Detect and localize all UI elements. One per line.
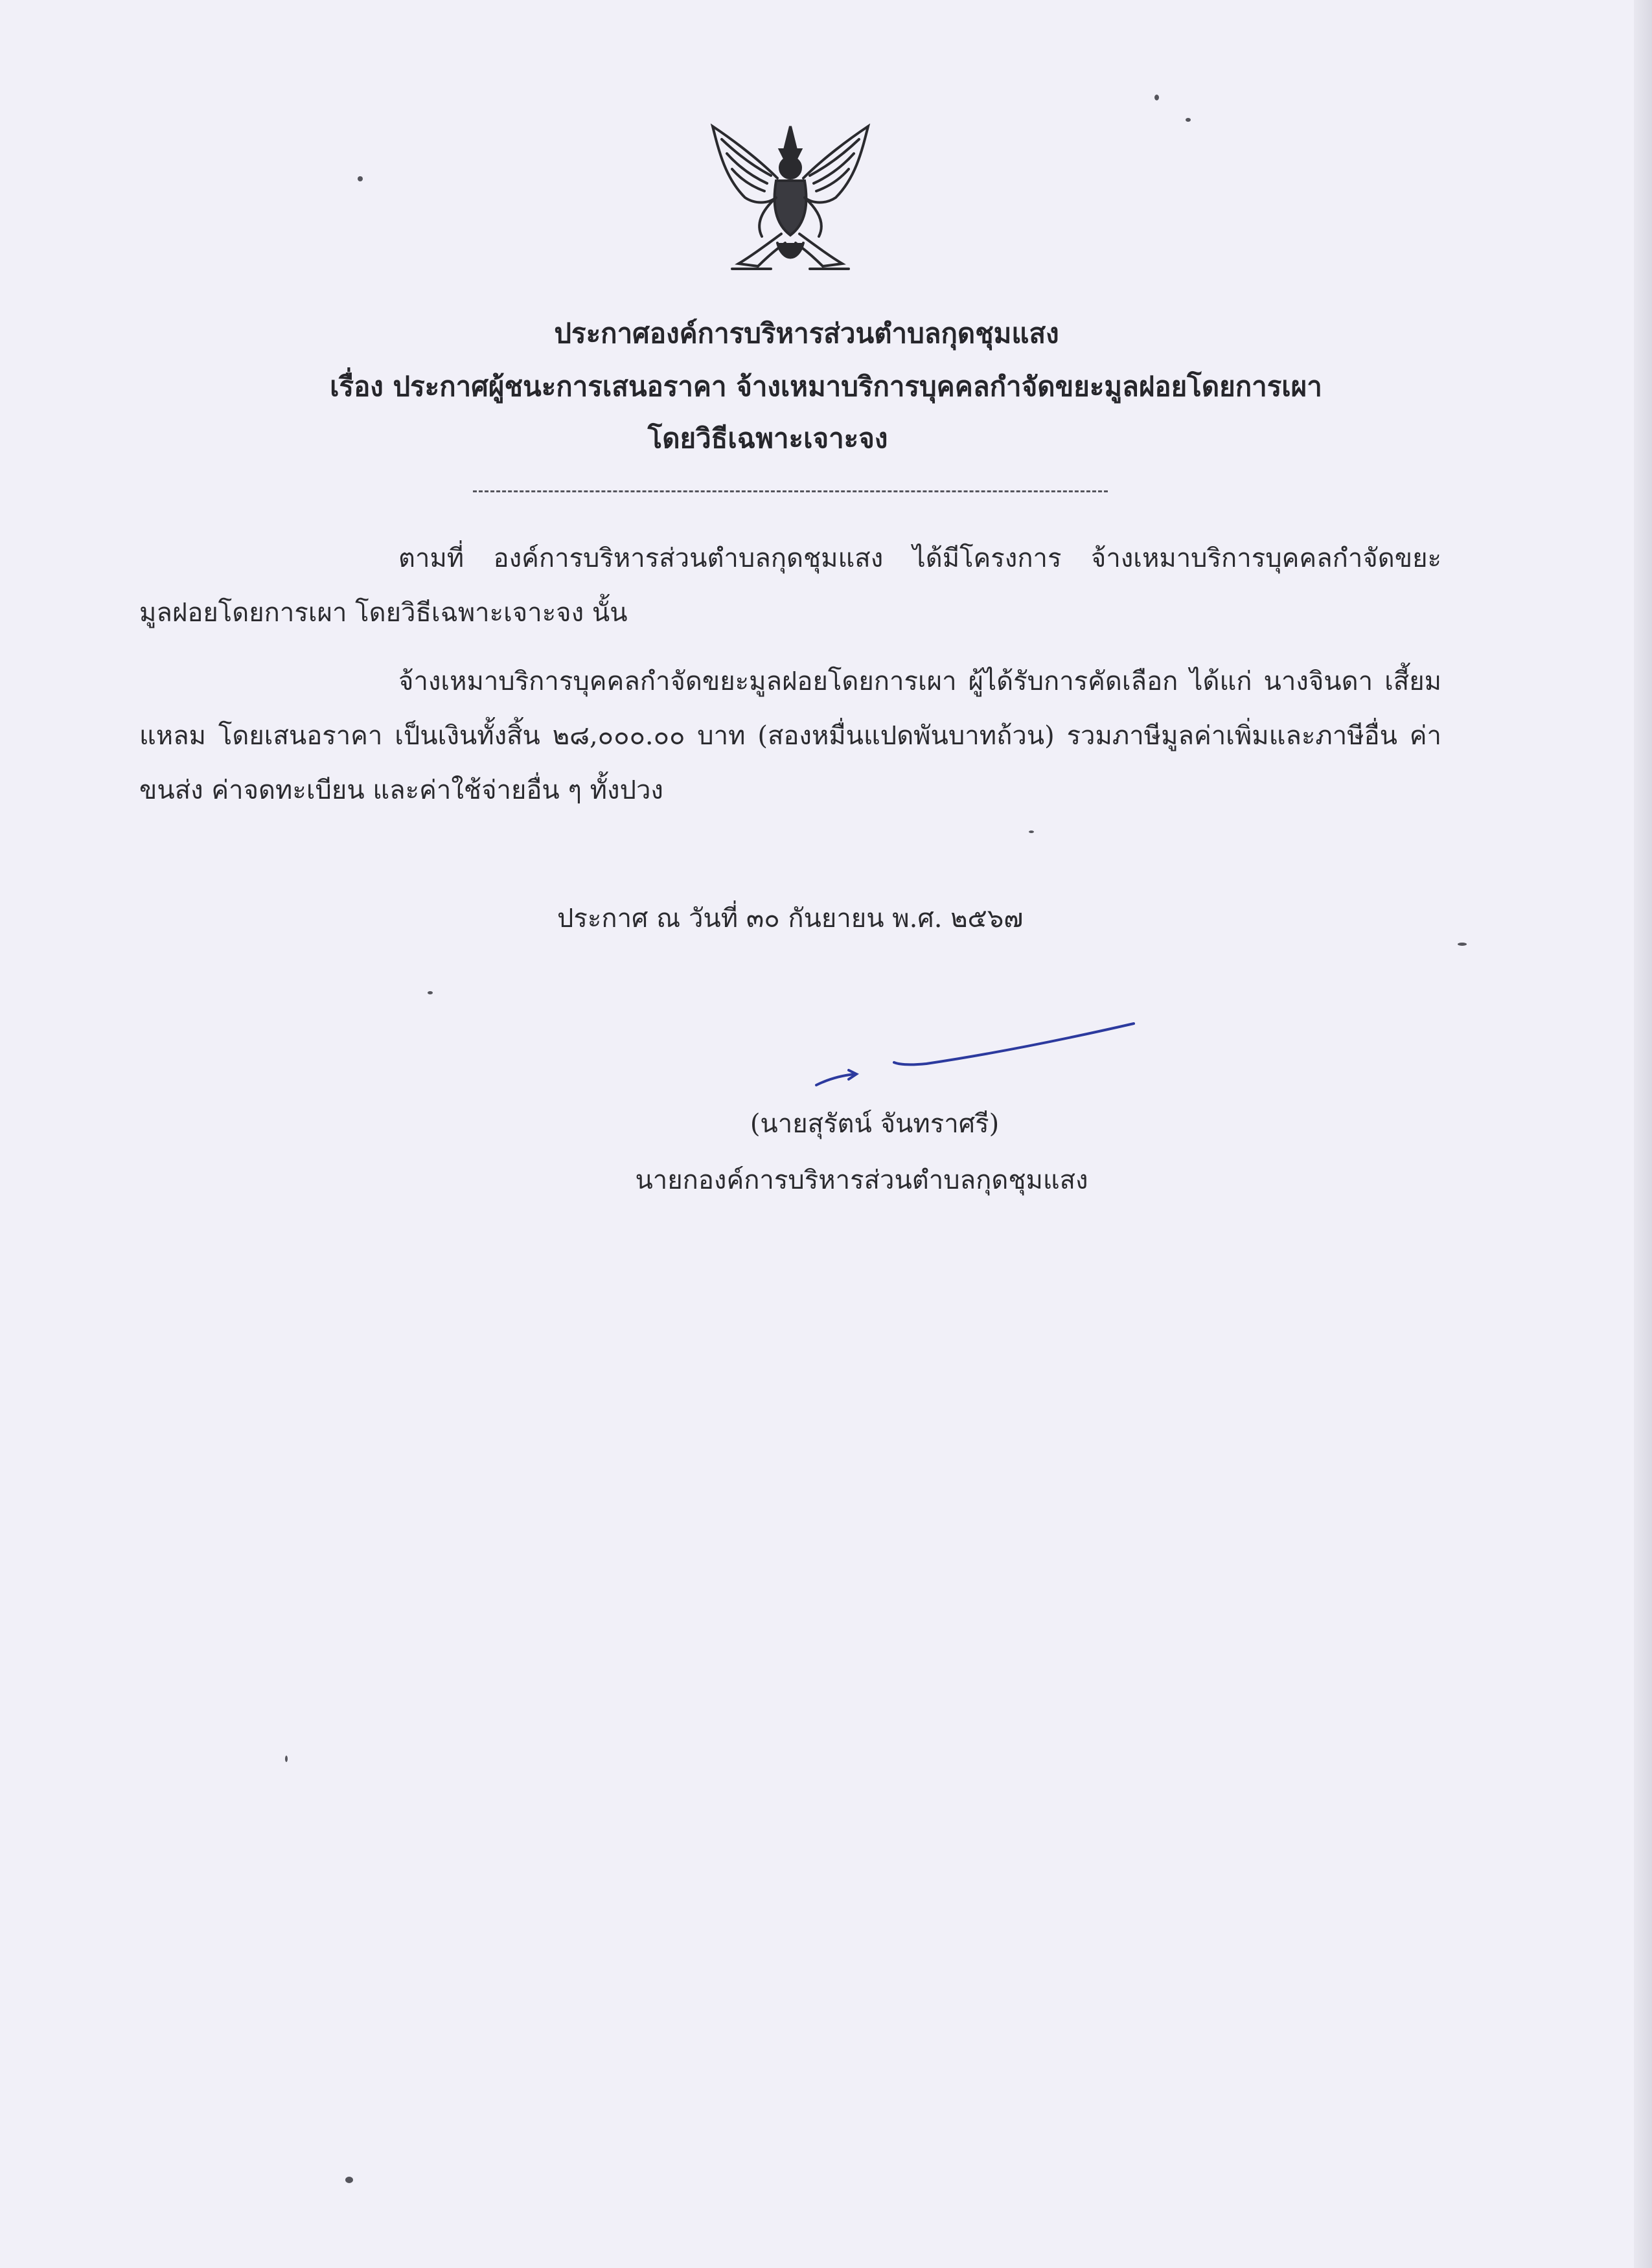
scan-speck: [1186, 118, 1191, 122]
paragraph-project: ตามที่ องค์การบริหารส่วนตำบลกุดชุมแสง ได้มีโครงการ จ้างเหมาบริการบุคคลกำจัดขยะมูลฝอยโดยการเผา โดยวิธีเฉพาะเจาะจง นั้น: [139, 544, 1441, 628]
scan-speck: [285, 1756, 288, 1762]
dashed-divider: [473, 490, 1108, 492]
scan-speck: [428, 991, 433, 994]
heading-subject: เรื่อง ประกาศผู้ชนะการเสนอราคา จ้างเหมาบริการบุคคลกำจัดขยะมูลฝอยโดยการเผา: [330, 371, 1322, 402]
scan-speck: [358, 176, 363, 181]
heading-method: โดยวิธีเฉพาะเจาะจง: [647, 422, 888, 454]
heading-announcement-title: ประกาศองค์การบริหารส่วนตำบลกุดชุมแสง: [554, 317, 1059, 349]
announcement-date: ประกาศ ณ วันที่ ๓๐ กันยายน พ.ศ. ๒๕๖๗: [557, 904, 1024, 934]
scan-speck: [345, 2177, 353, 2183]
scan-speck: [1458, 943, 1467, 946]
paragraph-winner: จ้างเหมาบริการบุคคลกำจัดขยะมูลฝอยโดยการเผา ผู้ได้รับการคัดเลือก ได้แก่ นางจินดา เสี้ยมแหลม โดยเสนอราคา เป็นเงินทั้งสิ้น ๒๘,๐๐๐.๐๐ บาท (สองหมื่นแปดพันบาทถ้วน) รวมภาษีมูลค่าเพิ่มและภาษีอื่น ค่าขนส่ง ค่าจดทะเบียน และค่าใช้จ่ายอื่น ๆ ทั้งปวง: [139, 667, 1441, 805]
scan-speck: [1154, 95, 1159, 100]
signer-name: (นายสุรัตน์ จันทราศรี): [750, 1109, 1000, 1139]
handwritten-signature: [810, 1011, 1147, 1095]
signer-title: นายกองค์การบริหารส่วนตำบลกุดชุมแสง: [635, 1165, 1088, 1195]
garuda-emblem-icon: [700, 113, 881, 288]
scan-speck: [1029, 830, 1034, 833]
